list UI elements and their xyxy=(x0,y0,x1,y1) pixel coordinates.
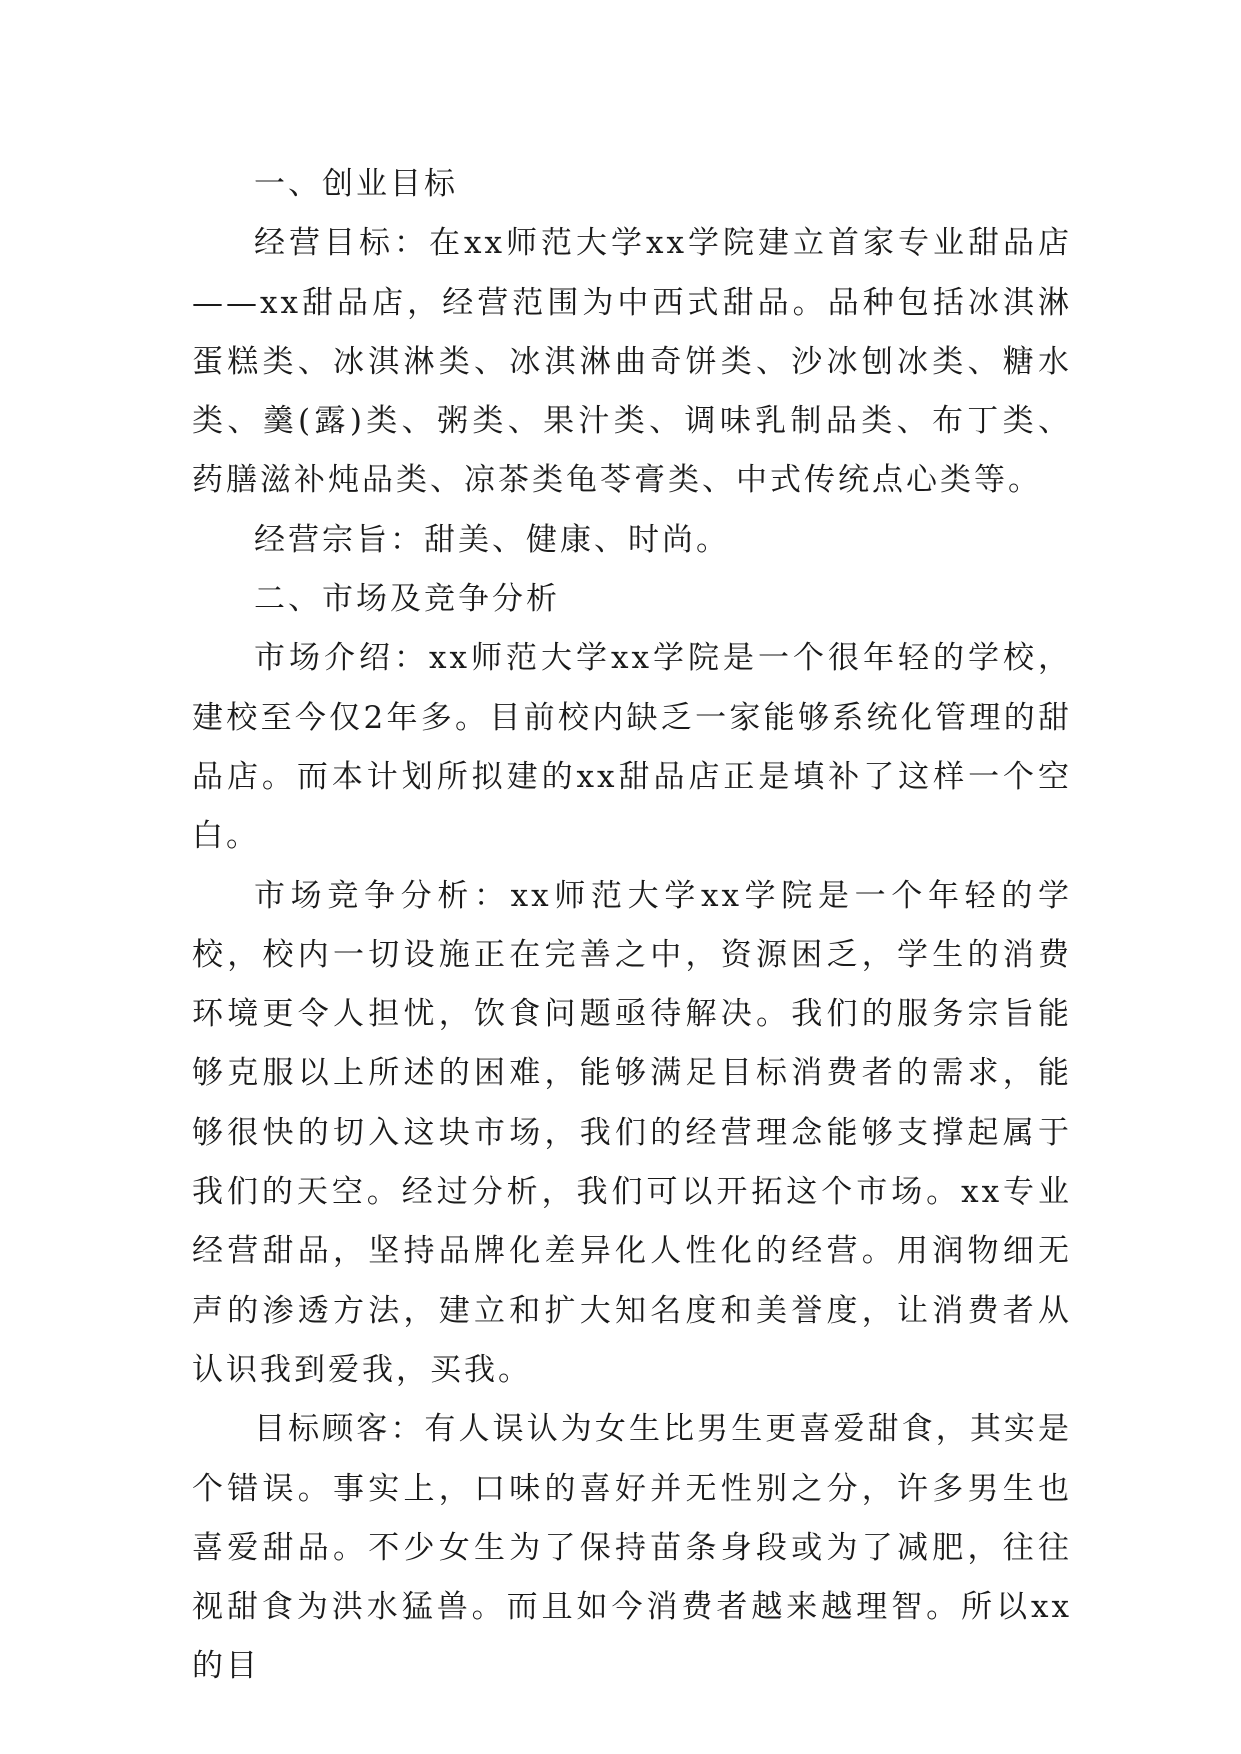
document-body xyxy=(192,155,1072,1697)
paragraph-competition-analysis: 市场竞争分析：xx师范大学xx学院是一个年轻的学校，校内一切设施正在完善之中，资源困乏，学生的消费环境更令人担忧，饮食问题亟待解决。我们的服务宗旨能够克服以上所述的困难，能够满足目标消费者的需求，能够很快的切入这块市场，我们的经营理念能够支撑起属于我们的天空。经过分析，我们可以开拓这个市场。xx专业经营甜品，坚持品牌化差异化人性化的经营。用润物细无声的渗透方法，建立和扩大知名度和美誉度，让消费者从认识我到爱我，买我。 xyxy=(192,877,1072,1388)
paragraph-target-customers: 目标顾客：有人误认为女生比男生更喜爱甜食，其实是个错误。事实上，口味的喜好并无性别之分，许多男生也喜爱甜品。不少女生为了保持苗条身段或为了减肥，往往视甜食为洪水猛兽。而且如今消费者越来越理智。所以xx的目 xyxy=(192,1411,1072,1685)
heading-entrepreneurship-goal: 一、创业目标 xyxy=(254,166,458,202)
paragraph-business-goal: 经营目标：在xx师范大学xx学院建立首家专业甜品店——xx甜品店，经营范围为中西式甜品。品种包括冰淇淋蛋糕类、冰淇淋类、冰淇淋曲奇饼类、沙冰刨冰类、糖水类、羹(露)类、粥类、果汁类、调味乳制品类、布丁类、药膳滋补炖品类、凉茶类龟苓膏类、中式传统点心类等。 xyxy=(192,225,1072,499)
heading-market-competition: 二、市场及竞争分析 xyxy=(254,581,560,618)
paragraph-market-intro: 市场介绍：xx师范大学xx学院是一个很年轻的学校，建校至今仅2年多。目前校内缺乏一家能够系统化管理的甜品店。而本计划所拟建的xx甜品店正是填补了这样一个空白。 xyxy=(192,640,1072,855)
paragraph-business-purpose: 经营宗旨：甜美、健康、时尚。 xyxy=(254,521,730,558)
